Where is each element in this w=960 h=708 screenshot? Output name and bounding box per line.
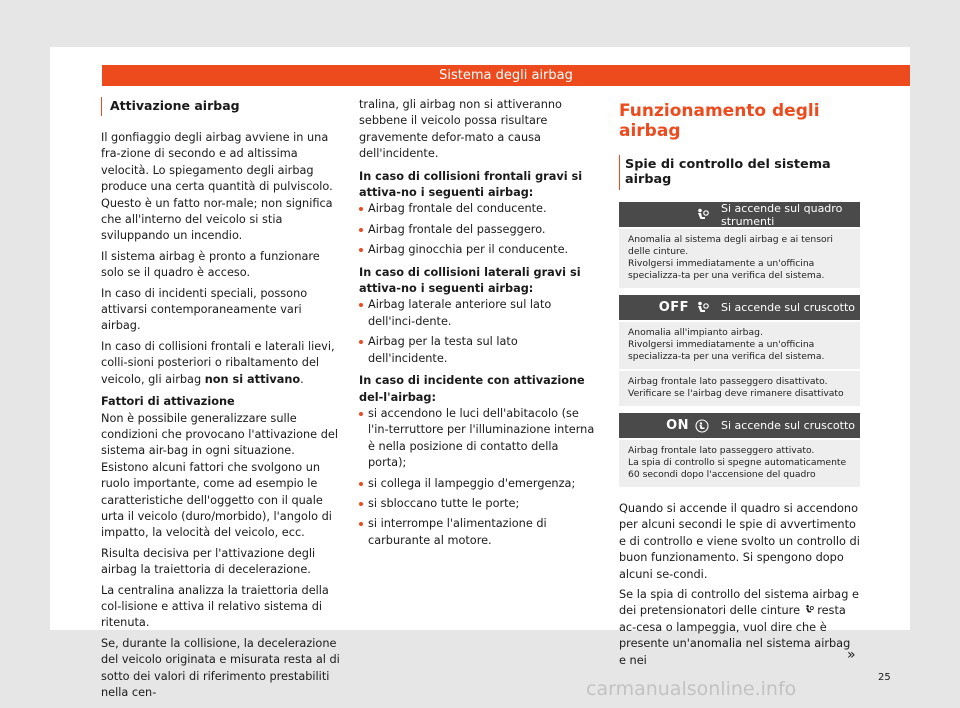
- paragraph-text: Se la spia di controllo del sistema airbag e dei pretensionatori delle cinture: [619, 588, 859, 618]
- list-item: Airbag frontale del passeggero.: [359, 222, 597, 238]
- airbag-seat-icon: [804, 604, 814, 615]
- warning-row: Anomalia all'impianto airbag. Rivolgersi immediatamente a un'officina specializza-ta per una verifica del sistema.: [619, 322, 860, 369]
- emphasis-text: non si attivano: [204, 372, 301, 386]
- column-right: [619, 97, 860, 673]
- warning-header-text: Si accende sul cruscotto: [721, 301, 856, 314]
- paragraph: Risulta decisiva per l'attivazione degli airbag la traiettoria di decelerazione.: [101, 546, 316, 577]
- subheading-fattori: Fattori di attivazione: [101, 395, 235, 409]
- warning-header-text: Si accende sul cruscotto: [721, 419, 856, 432]
- warning-header: [619, 295, 860, 320]
- paragraph: Se, durante la collisione, la decelerazione del veicolo originata e misurata resta al di sotto dei valori di riferimento prestabiliti nella cen-: [101, 636, 340, 699]
- watermark-text: carmanualsonline.info: [586, 678, 797, 700]
- subheading-incidente: In caso di incidente con attivazione del-l'airbag:: [359, 374, 585, 404]
- warning-header-text: Si accende sul quadro strumenti: [721, 201, 843, 228]
- warning-row: Airbag frontale lato passeggero attivato. La spia di controllo si spegne automaticamente 60 secondi dopo l'accensione del quadro: [619, 440, 860, 487]
- list-item: si collega il lampeggio d'emergenza;: [359, 476, 597, 492]
- warning-icons: [619, 208, 719, 222]
- chapter-header: Sistema degli airbag: [102, 65, 910, 86]
- warning-row: Anomalia al sistema degli airbag e ai tensori delle cinture. Rivolgersi immediatamente a un'officina specializza-ta per una verifica del sistema.: [619, 229, 860, 288]
- section-title-attivazione: Attivazione airbag: [101, 97, 341, 116]
- paragraph: [619, 587, 860, 669]
- list-item: Airbag laterale anteriore sul lato dell'inci-dente.: [359, 297, 597, 330]
- paragraph: Quando si accende il quadro si accendono per alcuni secondi le spie di avvertimento e di controllo e viene svolto un controllo di buon funzionamento. Si spengono dopo alcuni se-condi.: [619, 502, 860, 581]
- column-left: [101, 97, 341, 705]
- column-middle: [359, 97, 597, 553]
- airbag-seat-icon: [695, 208, 709, 222]
- list-item: si sbloccano tutte le porte;: [359, 496, 597, 512]
- subheading-laterali: In caso di collisioni laterali gravi si attiva-no i seguenti airbag:: [359, 265, 581, 296]
- warning-table-on: [619, 413, 860, 487]
- warning-header: [619, 202, 860, 227]
- list-item: Airbag per la testa sul lato dell'incidente.: [359, 334, 597, 367]
- paragraph: Il sistema airbag è pronto a funzionare solo se il quadro è acceso.: [101, 249, 320, 280]
- warning-icons: [619, 418, 719, 433]
- subsection-title: Spie di controllo del sistema airbag: [619, 155, 860, 190]
- paragraph-text: In caso di collisioni frontali e laterali lievi, colli-sioni posteriori o ribaltamento del veicolo, gli airbag: [101, 339, 335, 386]
- list-item: Airbag ginocchia per il conducente.: [359, 242, 597, 258]
- subheading-frontali: In caso di collisioni frontali gravi si attiva-no i seguenti airbag:: [359, 169, 583, 200]
- paragraph: In caso di incidenti speciali, possono attivarsi contemporaneamente vari airbag.: [101, 286, 308, 333]
- page-number: 25: [878, 672, 891, 683]
- warning-table-quadro: [619, 202, 860, 288]
- paragraph: La centralina analizza la traiettoria della col-lisione e attiva il relativo sistema di ritenuta.: [101, 583, 329, 630]
- warning-icons: [619, 300, 719, 315]
- paragraph: [101, 339, 341, 388]
- paragraph: tralina, gli airbag non si attiveranno sebbene il veicolo possa risultare gravemente defor-mato a causa dell'incidente.: [359, 98, 562, 161]
- list-item: Airbag frontale del conducente.: [359, 201, 597, 217]
- list-item: si interrompe l'alimentazione di carburante al motore.: [359, 516, 597, 549]
- paragraph-end: .: [300, 372, 304, 386]
- warning-row: Airbag frontale lato passeggero disattivato. Verificare se l'airbag deve rimanere disattivato: [619, 371, 860, 406]
- list-item: si accendono le luci dell'abitacolo (se l'in-terruttore per l'illuminazione interna è nella posizione di contatto della porta);: [359, 406, 597, 472]
- paragraph-text: resta ac-cesa o lampeggia, vuol dire che è presente un'anomalia nel sistema airbag e nei: [619, 604, 851, 667]
- airbag-seat-icon: [695, 301, 709, 315]
- continue-chevron: »: [847, 647, 856, 663]
- airbag-passenger-icon: [695, 419, 709, 433]
- on-indicator-label: ON: [666, 418, 689, 433]
- paragraph: Il gonfiaggio degli airbag avviene in una fra-zione di secondo e ad altissima velocità. Lo spiegamento degli airbag produce una certa quantità di pulviscolo. Questo è un fatto nor-male; non significa che all'interno del veicolo si stia sviluppando un incendio.: [101, 131, 333, 243]
- off-indicator-label: OFF: [658, 300, 689, 315]
- paragraph: Non è possibile generalizzare sulle condizioni che provocano l'attivazione del sistema air-bag in ogni situazione. Esistono alcuni fattori che svolgono un ruolo importante, come ad esempio le caratteristiche dell'oggetto con il quale urta il veicolo (duro/morbido), l'angolo di impatto, la velocità del veicolo, ecc.: [101, 411, 338, 540]
- warning-header: [619, 413, 860, 438]
- warning-table-off: [619, 295, 860, 406]
- main-title: Funzionamento degli airbag: [619, 101, 820, 141]
